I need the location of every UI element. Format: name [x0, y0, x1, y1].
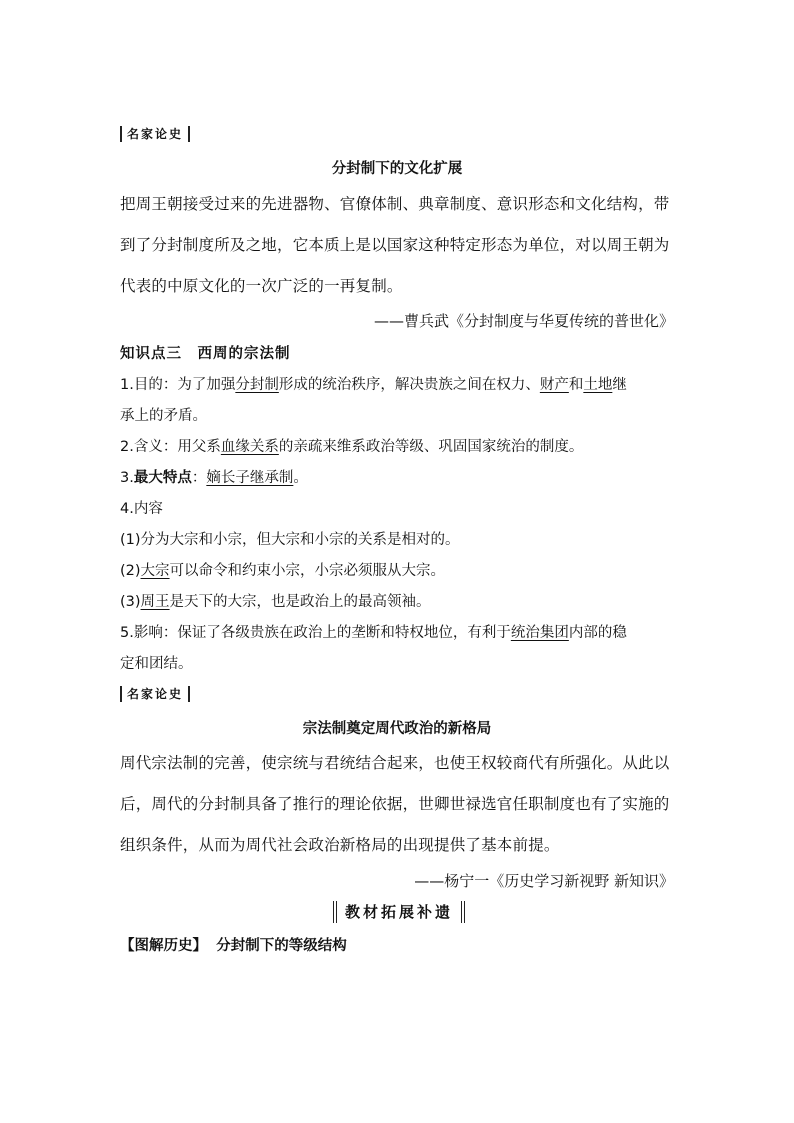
item-3-text-b: ： — [191, 470, 207, 486]
item-3-bold-label: 最大特点 — [133, 470, 192, 486]
item-4: 4.内容 — [120, 501, 163, 517]
item-5-line-2: 定和团结。 — [120, 656, 193, 672]
item-1-text-d: 继 — [612, 377, 627, 393]
item-5-line-1 — [120, 621, 627, 642]
box1-title: 分封制下的文化扩展 — [331, 161, 463, 177]
term-fenfengzhi: 分封制 — [235, 377, 279, 393]
item-1-line-1 — [120, 373, 627, 394]
famous-opinion-tag: 名家论史 — [120, 126, 190, 142]
item-2-text-b: 的亲疏来维系政治等级、巩固国家统治的制度。 — [278, 439, 584, 455]
box2-title: 宗法制奠定周代政治的新格局 — [302, 721, 492, 737]
term-tongzhijituan: 统治集团 — [510, 625, 569, 641]
illustrated-history-heading — [120, 934, 347, 955]
sub-item-3 — [120, 590, 431, 611]
item-1-text-c: 和 — [568, 377, 584, 393]
term-zhouwang: 周王 — [140, 594, 170, 610]
term-dizhangzi: 嫡长子继承制 — [206, 470, 294, 486]
sub-2-text-a: (2) — [120, 563, 141, 579]
box1-line-3: 代表的中原文化的一次广泛的一再复制。 — [120, 277, 403, 295]
term-dazong: 大宗 — [140, 563, 170, 579]
item-1-text-b: 形成的统治秩序，解决贵族之间在权力、 — [278, 377, 540, 393]
item-3 — [120, 466, 308, 487]
term-tudi: 土地 — [583, 377, 613, 393]
box1-line-1: 把周王朝接受过来的先进器物、官僚体制、典章制度、意识形态和文化结构，带 — [120, 195, 670, 213]
sub-3-text-a: (3) — [120, 594, 141, 610]
box1-citation: ——曹兵武《分封制度与华夏传统的普世化》 — [373, 312, 674, 330]
item-1-text-a: 1.目的：为了加强 — [120, 377, 236, 393]
term-xueyuan: 血缘关系 — [220, 439, 279, 455]
item-3-text-a: 3. — [120, 470, 134, 486]
knowledge-heading: 知识点三 西周的宗法制 — [120, 346, 291, 362]
famous-opinion-tag-2: 名家论史 — [120, 686, 190, 702]
box2-line-3: 组织条件，从而为周代社会政治新格局的出现提供了基本前提。 — [120, 836, 560, 854]
heading-gap — [207, 938, 216, 954]
item-2-text-a: 2.含义：用父系 — [120, 439, 221, 455]
item-3-text-c: 。 — [293, 470, 308, 486]
sub-2-text-b: 可以命令和约束小宗，小宗必须服从大宗。 — [169, 563, 446, 579]
box2-citation: ——杨宁一《历史学习新视野 新知识》 — [414, 872, 674, 890]
section-banner: 教材拓展补遗 — [333, 901, 465, 923]
illustrated-history-label: 【图解历史】 — [120, 938, 207, 954]
box1-line-2: 到了分封制度所及之地，它本质上是以国家这种特定形态为单位，对以周王朝为 — [120, 236, 670, 254]
item-5-text-b: 内部的稳 — [568, 625, 627, 641]
box2-line-2: 后，周代的分封制具备了推行的理论依据，世卿世禄选官任职制度也有了实施的 — [120, 795, 670, 813]
illustrated-history-title: 分封制下的等级结构 — [216, 938, 347, 954]
item-1-line-2: 承上的矛盾。 — [120, 408, 207, 424]
box2-line-1: 周代宗法制的完善，使宗统与君统结合起来，也使王权较商代有所强化。从此以 — [120, 754, 670, 772]
sub-item-1: (1)分为大宗和小宗，但大宗和小宗的关系是相对的。 — [120, 532, 460, 548]
term-caichan: 财产 — [539, 377, 569, 393]
sub-3-text-b: 是天下的大宗，也是政治上的最高领袖。 — [169, 594, 431, 610]
item-5-text-a: 5.影响：保证了各级贵族在政治上的垄断和特权地位，有利于 — [120, 625, 511, 641]
sub-item-2 — [120, 559, 445, 580]
item-2 — [120, 435, 583, 456]
